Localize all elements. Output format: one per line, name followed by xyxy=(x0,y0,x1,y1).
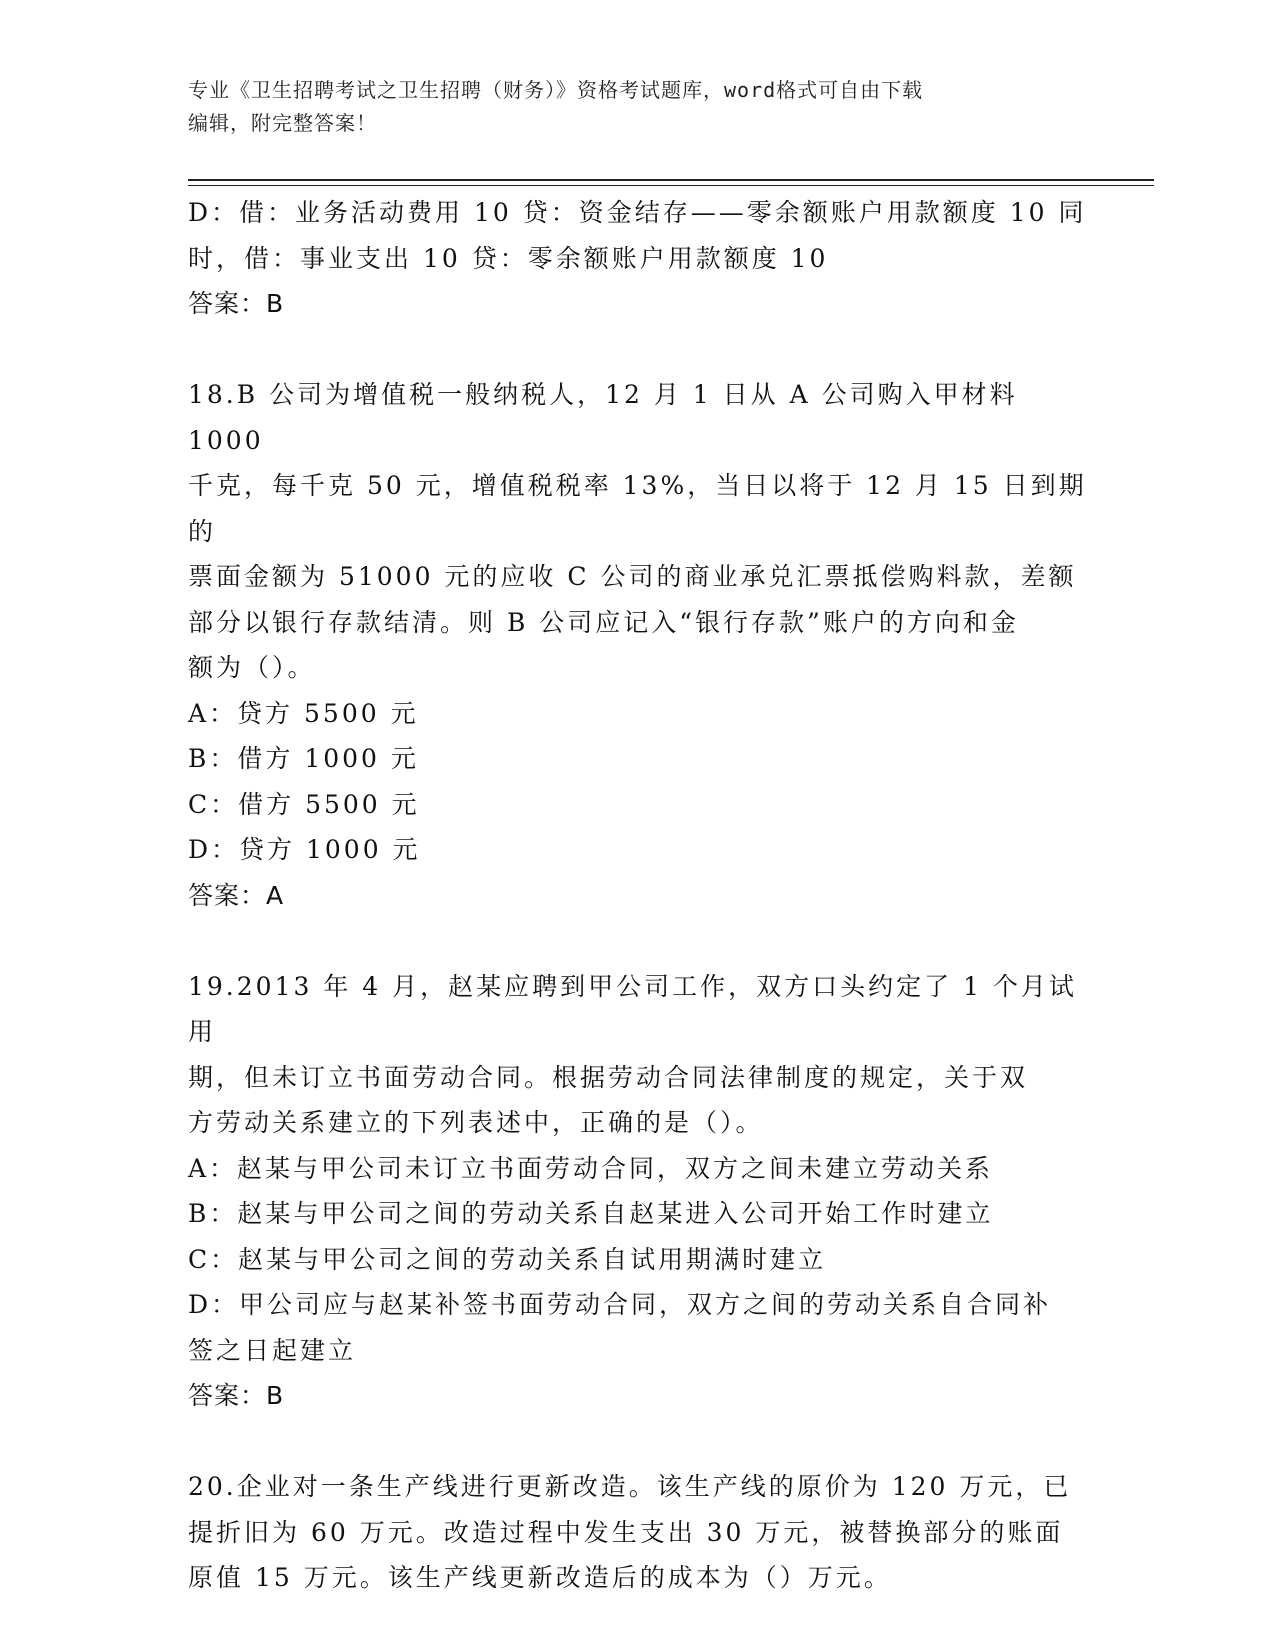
question-text: 19.2013 年 4 月，赵某应聘到甲公司工作，双方口头约定了 1 个月试用 xyxy=(188,971,1077,1046)
page-header xyxy=(188,74,1088,140)
option-b: B：借方 1000 元 xyxy=(188,744,419,773)
question-text: 原值 15 万元。该生产线更新改造后的成本为（）万元。 xyxy=(188,1563,892,1592)
option-d: D：甲公司应与赵某补签书面劳动合同，双方之间的劳动关系自合同补 xyxy=(188,1290,1052,1319)
question-text: 方劳动关系建立的下列表述中，正确的是（）。 xyxy=(188,1108,764,1137)
option-d: D：借：业务活动费用 10 贷：资金结存——零余额账户用款额度 10 同 xyxy=(188,198,1087,227)
answer: 答案：B xyxy=(188,289,285,318)
question-text: 千克，每千克 50 元，增值税税率 13%，当日以将于 12 月 15 日到期的 xyxy=(188,471,1087,546)
option-c: C：赵某与甲公司之间的劳动关系自试用期满时建立 xyxy=(188,1244,827,1274)
header-rule-thick xyxy=(188,179,1154,181)
question-text: 20.企业对一条生产线进行更新改造。该生产线的原价为 120 万元，已 xyxy=(188,1472,1072,1501)
option-c: C：借方 5500 元 xyxy=(188,789,420,819)
question-content xyxy=(188,190,1088,1601)
option-d: D：贷方 1000 元 xyxy=(188,835,421,864)
question-text: 期，但未订立书面劳动合同。根据劳动合同法律制度的规定，关于双 xyxy=(188,1062,1029,1092)
header-line: 专业《卫生招聘考试之卫生招聘（财务）》资格考试题库，word格式可自由下载 xyxy=(188,78,924,102)
header-line: 编辑，附完整答案！ xyxy=(188,111,377,135)
option-d-continued: 签之日起建立 xyxy=(188,1335,357,1365)
option-b: B：赵某与甲公司之间的劳动关系自赵某进入公司开始工作时建立 xyxy=(188,1199,994,1228)
answer: 答案：B xyxy=(188,1381,285,1410)
answer: 答案：A xyxy=(188,880,285,910)
spacer xyxy=(188,327,1088,373)
option-d-continued: 时，借：事业支出 10 贷：零余额账户用款额度 10 xyxy=(188,243,829,273)
question-text: 提折旧为 60 万元。改造过程中发生支出 30 万元，被替换部分的账面 xyxy=(188,1517,1064,1547)
question-text: 部分以银行存款结清。则 B 公司应记入“银行存款”账户的方向和金 xyxy=(188,607,1019,637)
option-a: A：贷方 5500 元 xyxy=(188,698,419,728)
option-a: A：赵某与甲公司未订立书面劳动合同，双方之间未建立劳动关系 xyxy=(188,1153,994,1183)
question-text: 18.B 公司为增值税一般纳税人，12 月 1 日从 A 公司购入甲材料 1000 xyxy=(188,380,1018,455)
question-text: 票面金额为 51000 元的应收 C 公司的商业承兑汇票抵偿购料款，差额 xyxy=(188,562,1077,591)
header-rule-thin xyxy=(188,185,1154,186)
question-text: 额为（）。 xyxy=(188,653,316,682)
spacer xyxy=(188,1419,1088,1465)
spacer xyxy=(188,918,1088,964)
